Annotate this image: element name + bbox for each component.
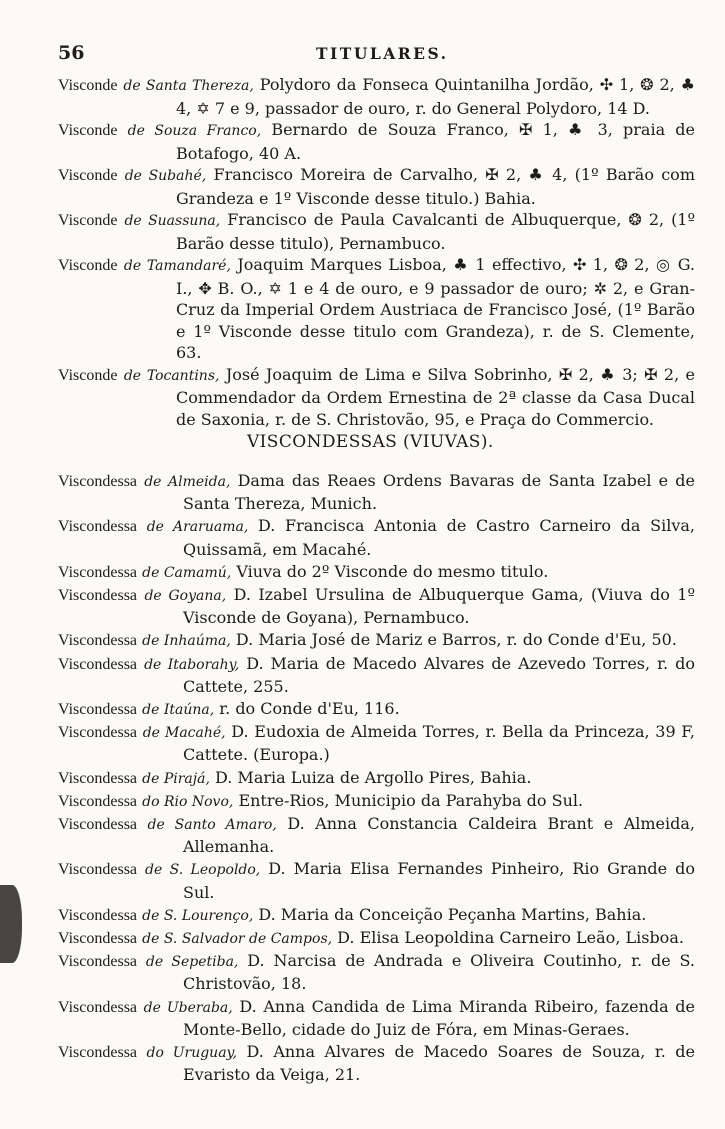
entry-title: de Itaúna,: [142, 702, 215, 719]
entry-viscondessa-araruama: [58, 515, 695, 560]
entry-viscondessa-sepetiba: [58, 950, 695, 995]
entry-text: D. Maria José de Mariz e Barros, r. do Conde d'Eu, 50.: [235, 630, 677, 650]
entry-text: D. Anna Candida de Lima Miranda Ribeiro, fazenda de Monte-Bello, cidade do Juiz de Fóra, em Minas-Geraes.: [183, 996, 696, 1039]
entry-text: José Joaquim de Lima e Silva Sobrinho, ✠ 2, ♣ 3; ✠ 2, e Commendador da Ordem Ernestina de 2ª classe da Casa Ducal de Saxonia, r. de S. Christovão, 95, e Praça do Commercio.: [176, 364, 696, 429]
entry-title: de S. Lourenço,: [142, 907, 254, 924]
entry-viscondessa-piraja: [58, 767, 695, 790]
entry-text: Viuva do 2º Visconde do mesmo titulo.: [236, 561, 549, 581]
ink-blot-decoration: [0, 885, 22, 963]
entry-text: D. Eudoxia de Almeida Torres, r. Bella da Princeza, 39 F, Cattete. (Europa.): [183, 722, 695, 765]
entry-visconde-suassuna: [58, 209, 695, 254]
entry-label: Viscondessa: [58, 1044, 138, 1062]
entry-viscondessa-inhauma: [58, 629, 695, 652]
entry-viscondessa-almeida: [58, 470, 695, 515]
entry-visconde-souza-franco: [58, 119, 695, 164]
entry-title: de Inhaúma,: [142, 633, 231, 650]
entry-text: Entre-Rios, Municipio da Parahyba do Sul.: [238, 790, 584, 810]
entry-label: Viscondessa: [58, 998, 138, 1016]
entry-title: do Rio Novo,: [142, 793, 234, 810]
entry-visconde-tocantins: [58, 364, 695, 431]
entry-text: D. Anna Alvares de Macedo Soares de Souza, r. de Evaristo da Veiga, 21.: [183, 1042, 695, 1085]
viscondes-list: [58, 74, 695, 430]
entry-viscondessa-s-lourenco: [58, 904, 695, 927]
entry-label: Viscondessa: [58, 655, 138, 673]
entry-viscondessa-s-leopoldo: [58, 858, 695, 903]
entry-text: Joaquim Marques Lisboa, ♣ 1 effectivo, ✣ 1, ❂ 2, ◎ G. I., ✥ B. O., ✡ 1 e 4 de ouro, e 9 passador de ouro; ✲ 2, e Gran-Cruz da Imperial Ordem Austriaca de Francisco José, (1º Barão e 1º Visconde desse titulo com Grandeza), r. de S. Clemente, 63.: [176, 255, 695, 362]
entry-label: Visconde: [58, 366, 118, 384]
entry-title: de Santa Thereza,: [123, 78, 254, 94]
entry-viscondessa-itauna: [58, 698, 695, 721]
entry-title: do Uruguay,: [146, 1045, 238, 1062]
viscondessas-list: [58, 470, 695, 1086]
entry-visconde-tamandare: [58, 254, 695, 364]
entry-title: de Suassuna,: [124, 213, 221, 229]
entry-text: D. Anna Constancia Caldeira Brant e Almeida, Allemanha.: [183, 814, 695, 857]
entry-text: Francisco de Paula Cavalcanti de Albuquerque, ❂ 2, (1º Barão desse titulo), Pernambuco.: [176, 210, 696, 253]
entry-label: Visconde: [58, 257, 118, 274]
entry-title: de Santo Amaro,: [147, 817, 277, 834]
page-header: [58, 42, 692, 66]
entry-viscondessa-rio-novo: [58, 790, 695, 813]
entry-visconde-santa-thereza: [58, 74, 695, 119]
entry-label: Viscondessa: [58, 587, 138, 605]
section-heading-viscondessas: VISCONDESSAS (VIUVAS).: [247, 432, 494, 452]
page-number: 56: [58, 42, 85, 64]
entry-text: D. Elisa Leopoldina Carneiro Leão, Lisboa.: [337, 928, 684, 948]
entry-text: D. Maria Elisa Fernandes Pinheiro, Rio Grande do Sul.: [183, 859, 695, 902]
entry-title: de Souza Franco,: [127, 123, 262, 139]
entry-label: Viscondessa: [58, 816, 138, 834]
entry-viscondessa-macahe: [58, 721, 695, 766]
entry-text: D. Maria Luiza de Argollo Pires, Bahia.: [215, 767, 532, 787]
entry-label: Viscondessa: [58, 953, 138, 971]
entry-label: Viscondessa: [58, 701, 138, 719]
entry-label: Viscondessa: [58, 563, 138, 581]
entry-viscondessa-uruguay: [58, 1041, 695, 1086]
entry-text: D. Narcisa de Andrada e Oliveira Coutinho, r. de S. Christovão, 18.: [183, 951, 696, 994]
entry-title: de Itaborahy,: [144, 656, 240, 673]
entry-label: Visconde: [58, 77, 118, 94]
entry-label: Viscondessa: [58, 473, 138, 490]
entry-text: Dama das Reaes Ordens Bavaras de Santa Izabel e de Santa Thereza, Munich.: [183, 471, 696, 514]
entry-text: Polydoro da Fonseca Quintanilha Jordão, ✣ 1, ❂ 2, ♣ 4, ✡ 7 e 9, passador de ouro, r. do General Polydoro, 14 D.: [176, 75, 695, 118]
entry-text: r. do Conde d'Eu, 116.: [219, 699, 400, 719]
entry-text: D. Izabel Ursulina de Albuquerque Gama, (Viuva do 1º Visconde de Goyana), Pernambuco.: [183, 585, 695, 628]
entry-label: Visconde: [58, 167, 118, 184]
entry-text: D. Maria de Macedo Alvares de Azevedo Torres, r. do Cattete, 255.: [183, 653, 695, 696]
entry-label: Viscondessa: [58, 724, 138, 742]
entry-title: de Araruama,: [146, 519, 249, 536]
entry-label: Viscondessa: [58, 769, 138, 787]
entry-text: Francisco Moreira de Carvalho, ✠ 2, ♣ 4, (1º Barão com Grandeza e 1º Visconde desse titulo.) Bahia.: [176, 165, 695, 208]
entry-viscondessa-santo-amaro: [58, 813, 695, 858]
entry-label: Viscondessa: [58, 906, 138, 924]
running-title: TITULARES.: [316, 44, 449, 63]
entry-text: D. Francisca Antonia de Castro Carneiro da Silva, Quissamã, em Macahé.: [183, 516, 695, 559]
entry-label: Viscondessa: [58, 861, 138, 879]
entry-text: Bernardo de Souza Franco, ✠ 1, ♣ 3, praia de Botafogo, 40 A.: [176, 120, 695, 163]
entry-label: Visconde: [58, 122, 118, 139]
entry-viscondessa-camamu: [58, 561, 695, 584]
entry-label: Viscondessa: [58, 930, 138, 948]
entry-title: de Goyana,: [144, 588, 227, 605]
entry-label: Viscondessa: [58, 518, 138, 536]
entry-title: de Sepetiba,: [145, 954, 239, 971]
entry-label: Viscondessa: [58, 632, 138, 650]
entry-title: de S. Salvador de Campos,: [142, 931, 333, 948]
entry-title: de Pirajá,: [142, 770, 210, 787]
entry-viscondessa-itaborahy: [58, 653, 695, 698]
entry-title: de S. Leopoldo,: [145, 862, 261, 879]
entry-title: de Macahé,: [142, 725, 226, 742]
entry-title: de Uberaba,: [143, 999, 233, 1016]
entry-title: de Camamú,: [142, 564, 232, 581]
entry-title: de Subahé,: [124, 168, 207, 184]
entry-visconde-subahe: [58, 164, 695, 209]
entry-viscondessa-goyana: [58, 584, 695, 629]
entry-text: D. Maria da Conceição Peçanha Martins, Bahia.: [258, 904, 647, 924]
entry-title: de Almeida,: [144, 474, 231, 490]
entry-viscondessa-uberaba: [58, 996, 695, 1041]
entry-label: Viscondessa: [58, 792, 138, 810]
entry-viscondessa-s-salvador-de-campos: [58, 927, 695, 950]
entry-title: de Tocantins,: [123, 367, 220, 384]
entry-title: de Tamandaré,: [123, 258, 231, 274]
entry-label: Visconde: [58, 212, 118, 229]
